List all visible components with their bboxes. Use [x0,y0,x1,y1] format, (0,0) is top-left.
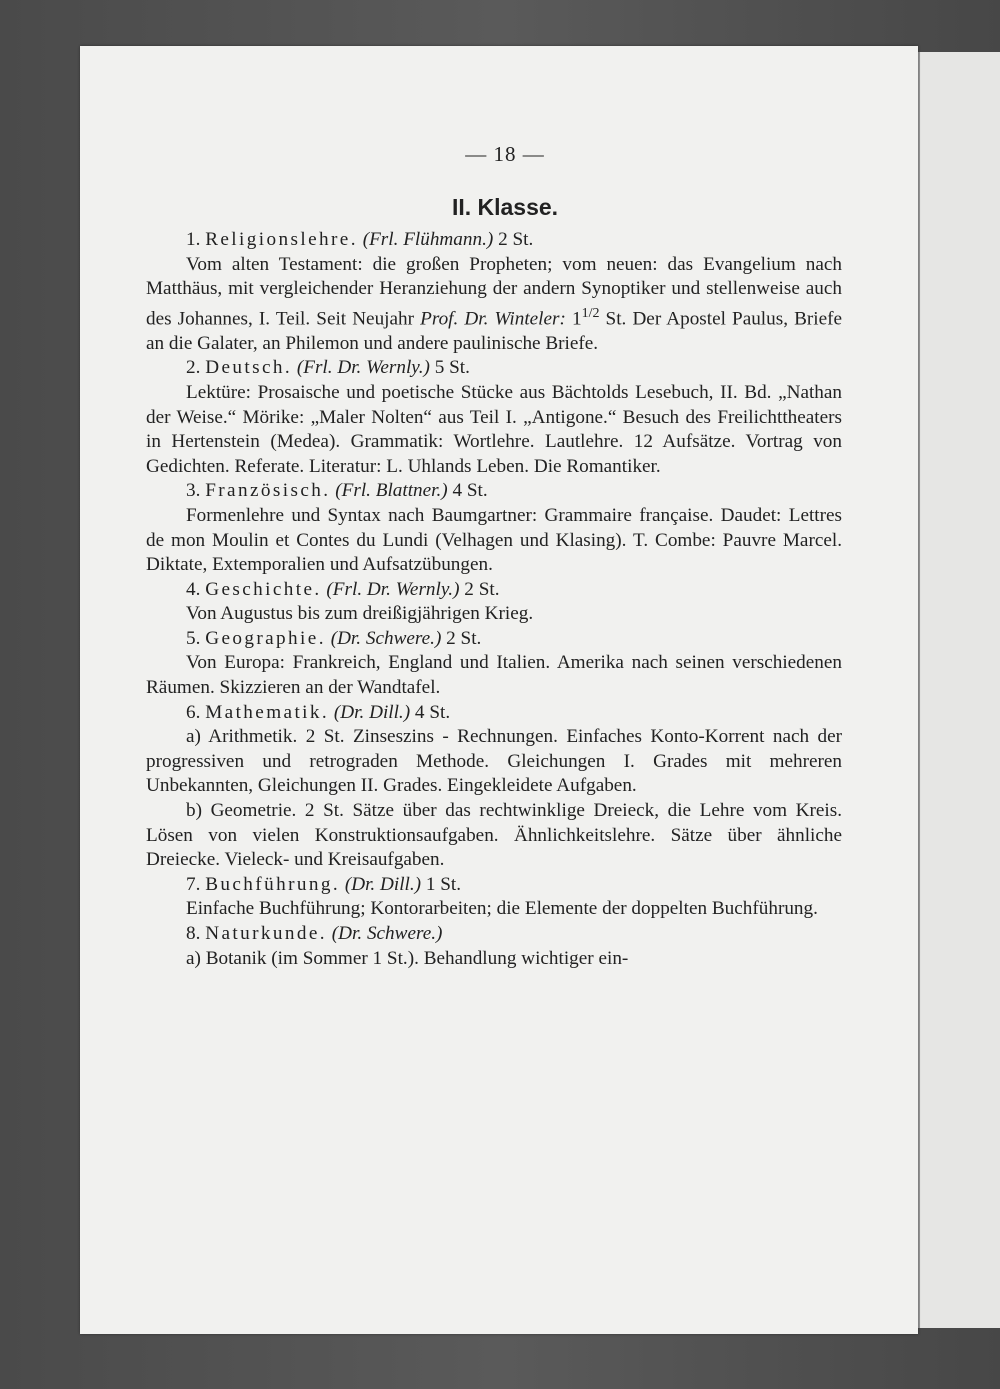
paragraph-franzoesisch: Formenlehre und Syntax nach Baumgartner: Grammaire française. Daudet: Lettres de mon Moulin et Contes du Lundi (Velhagen und Klasing). T. Combe: Pauvre Marcel. Diktate, Extemporalien und Aufsatzübungen. [146,504,842,576]
adjacent-page-edge [918,52,1000,1328]
subject-line-buchfuehrung: 7. Buchführung. (Dr. Dill.) 1 St. [186,873,462,895]
paragraph-buchfuehrung: Einfache Buchführung; Kontorarbeiten; die Elemente der doppelten Buchführung. [186,898,818,920]
subject-line-geschichte: 4. Geschichte. (Frl. Dr. Wernly.) 2 St. [186,578,500,600]
subject-line-religion: 1. Religionslehre. (Frl. Flühmann.) 2 St. [186,229,534,250]
subject-line-franzoesisch: 3. Französisch. (Frl. Blattner.) 4 St. [186,480,488,502]
subject-line-naturkunde: 8. Naturkunde. (Dr. Schwere.) [186,923,443,945]
subject-line-mathematik: 6. Mathematik. (Dr. Dill.) 4 St. [186,701,451,723]
class-heading: II. Klasse. [451,194,559,220]
paragraph-geometrie: b) Geometrie. 2 St. Sätze über das rechtwinklige Dreieck, die Lehre vom Kreis. Lösen von vielen Konstruktionsaufgaben. Ähnlichkeitslehre. Sätze über ähnliche Dreiecke. Vieleck- und Kreisaufgaben. [146,800,842,871]
paragraph-religion: Vom alten Testament: die großen Propheten; vom neuen: das Evangelium nach Matthäus, mit vergleichender Heranziehung der andern Synoptiker und stellenweise auch des Johannes, I. Teil. Seit Neujahr Prof. Dr. Winteler: $1^{1/2}$ St. Der Apostel Paulus, Briefe an die Galater, an Philemon und andere paulinische Briefe. [146,253,843,354]
paragraph-geographie: Von Europa: Frankreich, England und Italien. Amerika nach seinen verschiedenen Räumen. Skizzieren an der Wandtafel. [146,652,842,699]
paragraph-deutsch: Lektüre: Prosaische und poetische Stücke aus Bächtolds Lesebuch, II. Bd. „Nathan der Weise.“ Mörike: „Maler Nolten“ aus Teil I. „Antigone.“ Besuch des Freilichttheaters in Hertenstein (Medea). Grammatik: Wortlehre. Lautlehre. 12 Aufsätze. Vortrag von Gedichten. Referate. Literatur: L. Uhlands Leben. Die Romantiker. [146,381,842,477]
subject-line-deutsch: 2. Deutsch. (Frl. Dr. Wernly.) 5 St. [186,357,470,379]
page-content [146,140,842,971]
paragraph-botanik: a) Botanik (im Sommer 1 St.). Behandlung wichtiger ein- [186,947,629,969]
page-number: — 18 — [465,142,545,166]
paragraph-geschichte: Von Augustus bis zum dreißigjährigen Krieg. [186,603,534,625]
paragraph-arithmetik: a) Arithmetik. 2 St. Zinseszins - Rechnungen. Einfaches Konto-Korrent nach der progressiven und retrograden Methode. Gleichungen I. Grades mit mehreren Unbekannten, Gleichungen II. Grades. Eingekleidete Aufgaben. [146,726,842,797]
subject-line-geographie: 5. Geographie. (Dr. Schwere.) 2 St. [186,627,482,649]
